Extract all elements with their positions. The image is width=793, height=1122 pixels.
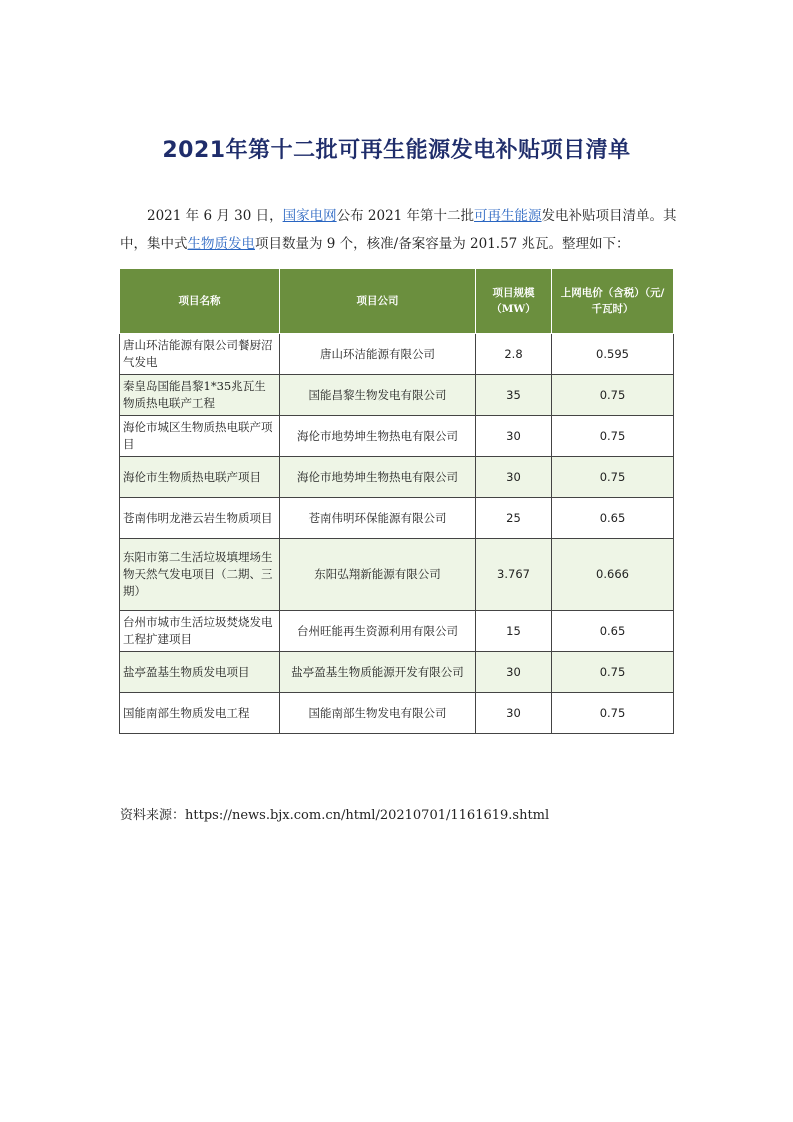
table-header-row [120, 269, 674, 334]
cell-project-name: 盐亭盈基生物质发电项目 [120, 652, 280, 693]
cell-project-name: 国能南部生物质发电工程 [120, 693, 280, 734]
header-project-company: 项目公司 [280, 269, 476, 334]
link-biomass-power[interactable]: 生物质发电 [187, 236, 255, 252]
cell-project-scale: 15 [476, 611, 552, 652]
table-row [120, 375, 674, 416]
cell-project-scale: 30 [476, 693, 552, 734]
link-state-grid[interactable]: 国家电网 [282, 208, 337, 224]
table-row [120, 652, 674, 693]
cell-project-company: 东阳弘翔新能源有限公司 [280, 539, 476, 611]
cell-project-company: 国能昌黎生物发电有限公司 [280, 375, 476, 416]
intro-suffix: 项目数量为 9 个，核准/备案容量为 201.57 兆瓦。整理如下： [255, 236, 630, 252]
cell-project-name: 苍南伟明龙港云岩生物质项目 [120, 498, 280, 539]
table-row [120, 539, 674, 611]
cell-project-name: 唐山环洁能源有限公司餐厨沼气发电 [120, 334, 280, 375]
cell-feed-in-price: 0.75 [552, 375, 674, 416]
cell-feed-in-price: 0.65 [552, 498, 674, 539]
cell-feed-in-price: 0.65 [552, 611, 674, 652]
cell-project-name: 东阳市第二生活垃圾填埋场生物天然气发电项目（二期、三期） [120, 539, 280, 611]
intro-prefix: 2021 年 6 月 30 日， [147, 208, 283, 224]
cell-feed-in-price: 0.75 [552, 652, 674, 693]
cell-project-scale: 35 [476, 375, 552, 416]
cell-project-scale: 2.8 [476, 334, 552, 375]
cell-project-scale: 3.767 [476, 539, 552, 611]
table-row [120, 416, 674, 457]
cell-project-company: 国能南部生物发电有限公司 [280, 693, 476, 734]
intro-mid1: 公布 2021 年第十二批 [336, 208, 475, 224]
cell-feed-in-price: 0.75 [552, 693, 674, 734]
cell-project-name: 台州市城市生活垃圾焚烧发电工程扩建项目 [120, 611, 280, 652]
cell-project-company: 盐亭盈基生物质能源开发有限公司 [280, 652, 476, 693]
header-project-scale: 项目规模（MW） [476, 269, 552, 334]
cell-project-company: 台州旺能再生资源利用有限公司 [280, 611, 476, 652]
cell-project-scale: 30 [476, 457, 552, 498]
table-row [120, 457, 674, 498]
header-feed-in-price: 上网电价（含税）（元/千瓦时） [552, 269, 674, 334]
cell-project-name: 海伦市城区生物质热电联产项目 [120, 416, 280, 457]
table-row [120, 693, 674, 734]
table-row [120, 334, 674, 375]
cell-project-scale: 30 [476, 416, 552, 457]
intro-mid2: 发电补贴项目清单。其中，集中式 [120, 208, 677, 252]
cell-feed-in-price: 0.595 [552, 334, 674, 375]
table-row [120, 498, 674, 539]
table-row [120, 611, 674, 652]
cell-project-name: 秦皇岛国能昌黎1*35兆瓦生物质热电联产工程 [120, 375, 280, 416]
source-note: 资料来源：https://news.bjx.com.cn/html/20210701/1161619.shtml [120, 808, 550, 823]
cell-project-company: 苍南伟明环保能源有限公司 [280, 498, 476, 539]
cell-project-company: 海伦市地势坤生物热电有限公司 [280, 457, 476, 498]
cell-project-scale: 25 [476, 498, 552, 539]
intro-paragraph [120, 202, 680, 258]
cell-feed-in-price: 0.75 [552, 416, 674, 457]
cell-project-scale: 30 [476, 652, 552, 693]
cell-project-company: 唐山环洁能源有限公司 [280, 334, 476, 375]
cell-feed-in-price: 0.75 [552, 457, 674, 498]
cell-project-company: 海伦市地势坤生物热电有限公司 [280, 416, 476, 457]
subsidy-project-table [119, 268, 674, 734]
page-title: 2021年第十二批可再生能源发电补贴项目清单 [162, 138, 631, 163]
header-project-name: 项目名称 [120, 269, 280, 334]
cell-feed-in-price: 0.666 [552, 539, 674, 611]
link-renewable-energy[interactable]: 可再生能源 [474, 208, 542, 224]
cell-project-name: 海伦市生物质热电联产项目 [120, 457, 280, 498]
